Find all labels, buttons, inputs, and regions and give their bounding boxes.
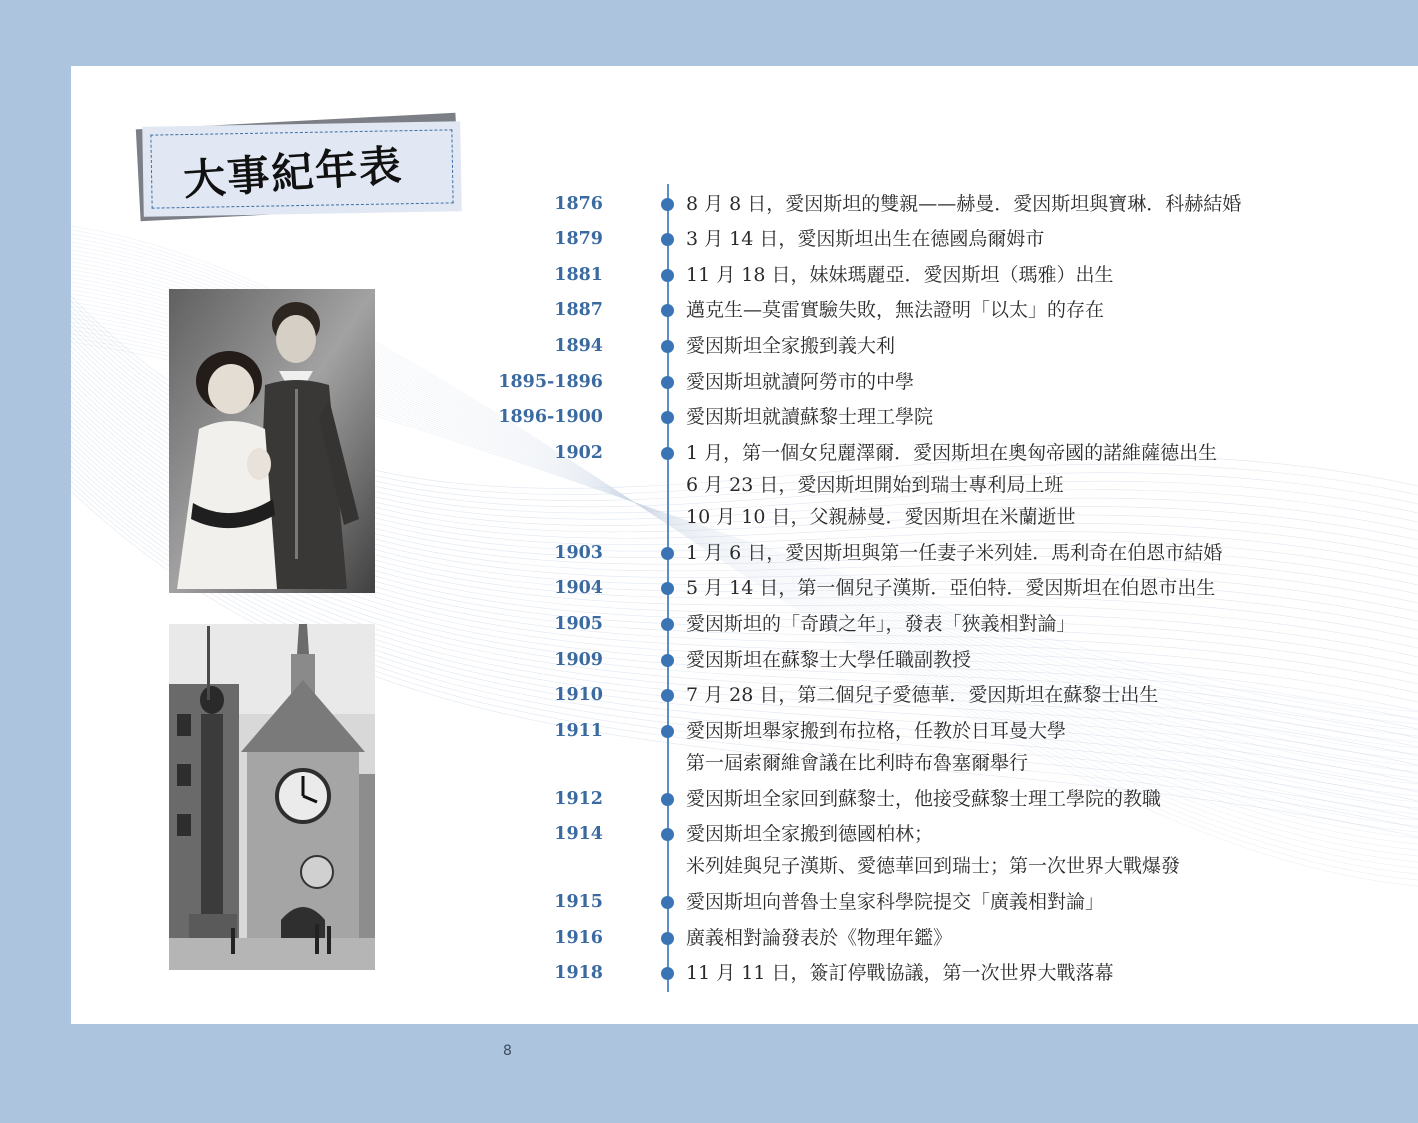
timeline-event-text: 愛因斯坦向普魯士皇家科學院提交「廣義相對論」 bbox=[686, 891, 1105, 913]
timeline-dot bbox=[661, 725, 674, 738]
timeline-dot bbox=[661, 932, 674, 945]
timeline-event-text: 愛因斯坦就讀蘇黎士理工學院 bbox=[686, 406, 934, 428]
timeline-entry bbox=[71, 258, 1371, 292]
timeline-year: 1879 bbox=[554, 229, 603, 249]
timeline-event-text: 邁克生—莫雷實驗失敗，無法證明「以太」的存在 bbox=[686, 299, 1105, 321]
timeline-year: 1902 bbox=[554, 443, 603, 463]
timeline-dot bbox=[661, 618, 674, 631]
timeline-dot bbox=[661, 233, 674, 246]
timeline-dot bbox=[661, 582, 674, 595]
timeline-entry bbox=[71, 187, 1371, 221]
timeline-event-text: 廣義相對論發表於《物理年鑑》 bbox=[686, 927, 953, 949]
timeline-entry-continuation bbox=[71, 849, 1371, 883]
timeline-event-text: 第一屆索爾維會議在比利時布魯塞爾舉行 bbox=[686, 752, 1029, 774]
timeline-entry bbox=[71, 365, 1371, 399]
timeline-event-text: 愛因斯坦就讀阿勞市的中學 bbox=[686, 371, 915, 393]
timeline-year: 1904 bbox=[554, 578, 603, 598]
timeline-entry bbox=[71, 536, 1371, 570]
timeline-event-text: 愛因斯坦的「奇蹟之年」，發表「狹義相對論」 bbox=[686, 613, 1076, 635]
timeline-event-text: 1 月，第一個女兒麗澤爾．愛因斯坦在奧匈帝國的諾維薩德出生 bbox=[686, 442, 1218, 464]
timeline-event-text: 6 月 23 日，愛因斯坦開始到瑞士專利局上班 bbox=[686, 474, 1064, 496]
timeline-year: 1896-1900 bbox=[498, 407, 603, 427]
timeline-entry bbox=[71, 921, 1371, 955]
timeline-year: 1905 bbox=[554, 614, 603, 634]
timeline-entry bbox=[71, 400, 1371, 434]
timeline-entry bbox=[71, 571, 1371, 605]
timeline-entry bbox=[71, 607, 1371, 641]
timeline-year: 1895-1896 bbox=[498, 372, 603, 392]
timeline-event-text: 愛因斯坦在蘇黎士大學任職副教授 bbox=[686, 649, 972, 671]
timeline-event-text: 10 月 10 日，父親赫曼．愛因斯坦在米蘭逝世 bbox=[686, 506, 1076, 528]
timeline-year: 1876 bbox=[554, 194, 603, 214]
timeline-event-text: 愛因斯坦全家搬到德國柏林； bbox=[686, 823, 934, 845]
timeline-year: 1911 bbox=[554, 721, 603, 741]
timeline-year: 1903 bbox=[554, 543, 603, 563]
timeline-entry-continuation bbox=[71, 500, 1371, 534]
timeline-dot bbox=[661, 896, 674, 909]
timeline-year: 1881 bbox=[554, 265, 603, 285]
timeline-entry bbox=[71, 817, 1371, 851]
timeline-dot bbox=[661, 654, 674, 667]
timeline-year: 1910 bbox=[554, 685, 603, 705]
timeline-year: 1887 bbox=[554, 300, 603, 320]
timeline-dot bbox=[661, 198, 674, 211]
timeline-entry-continuation bbox=[71, 746, 1371, 780]
timeline-entry bbox=[71, 714, 1371, 748]
timeline-dot bbox=[661, 411, 674, 424]
timeline-entry bbox=[71, 643, 1371, 677]
timeline-year: 1918 bbox=[554, 963, 603, 983]
timeline-event-text: 米列娃與兒子漢斯、愛德華回到瑞士；第一次世界大戰爆發 bbox=[686, 855, 1181, 877]
timeline-entry bbox=[71, 885, 1371, 919]
timeline-event-text: 愛因斯坦全家搬到義大利 bbox=[686, 335, 896, 357]
timeline-dot bbox=[661, 269, 674, 282]
timeline-entry bbox=[71, 678, 1371, 712]
page-title: 大事紀年表 bbox=[181, 140, 405, 205]
timeline-year: 1894 bbox=[554, 336, 603, 356]
timeline-entry bbox=[71, 293, 1371, 327]
timeline-event-text: 1 月 6 日，愛因斯坦與第一任妻子米列娃．馬利奇在伯恩市結婚 bbox=[686, 542, 1223, 564]
timeline-entry-continuation bbox=[71, 468, 1371, 502]
timeline-event-text: 愛因斯坦舉家搬到布拉格，任教於日耳曼大學 bbox=[686, 720, 1067, 742]
timeline-event-text: 7 月 28 日，第二個兒子愛德華．愛因斯坦在蘇黎士出生 bbox=[686, 684, 1159, 706]
timeline-event-text: 愛因斯坦全家回到蘇黎士，他接受蘇黎士理工學院的教職 bbox=[686, 788, 1162, 810]
timeline-dot bbox=[661, 376, 674, 389]
timeline-year: 1912 bbox=[554, 789, 603, 809]
timeline-dot bbox=[661, 547, 674, 560]
timeline-entry bbox=[71, 782, 1371, 816]
timeline-dot bbox=[661, 828, 674, 841]
timeline-dot bbox=[661, 689, 674, 702]
timeline-dot bbox=[661, 304, 674, 317]
timeline-event-text: 11 月 18 日，妹妹瑪麗亞．愛因斯坦（瑪雅）出生 bbox=[686, 264, 1114, 286]
page-number: 8 bbox=[503, 1043, 512, 1059]
page-sheet bbox=[71, 66, 1418, 1024]
timeline-year: 1916 bbox=[554, 928, 603, 948]
timeline-dot bbox=[661, 793, 674, 806]
timeline-entry bbox=[71, 956, 1371, 990]
timeline-entry bbox=[71, 436, 1371, 470]
timeline-year: 1914 bbox=[554, 824, 603, 844]
timeline-event-text: 11 月 11 日，簽訂停戰協議，第一次世界大戰落幕 bbox=[686, 962, 1114, 984]
timeline-entry bbox=[71, 222, 1371, 256]
timeline-dot bbox=[661, 967, 674, 980]
timeline-dot bbox=[661, 447, 674, 460]
timeline-entry bbox=[71, 329, 1371, 363]
timeline-event-text: 3 月 14 日，愛因斯坦出生在德國烏爾姆市 bbox=[686, 228, 1045, 250]
timeline-event-text: 8 月 8 日，愛因斯坦的雙親——赫曼．愛因斯坦與寶琳．科赫結婚 bbox=[686, 193, 1242, 215]
timeline-dot bbox=[661, 340, 674, 353]
timeline-year: 1909 bbox=[554, 650, 603, 670]
timeline-year: 1915 bbox=[554, 892, 603, 912]
timeline-event-text: 5 月 14 日，第一個兒子漢斯．亞伯特．愛因斯坦在伯恩市出生 bbox=[686, 577, 1216, 599]
